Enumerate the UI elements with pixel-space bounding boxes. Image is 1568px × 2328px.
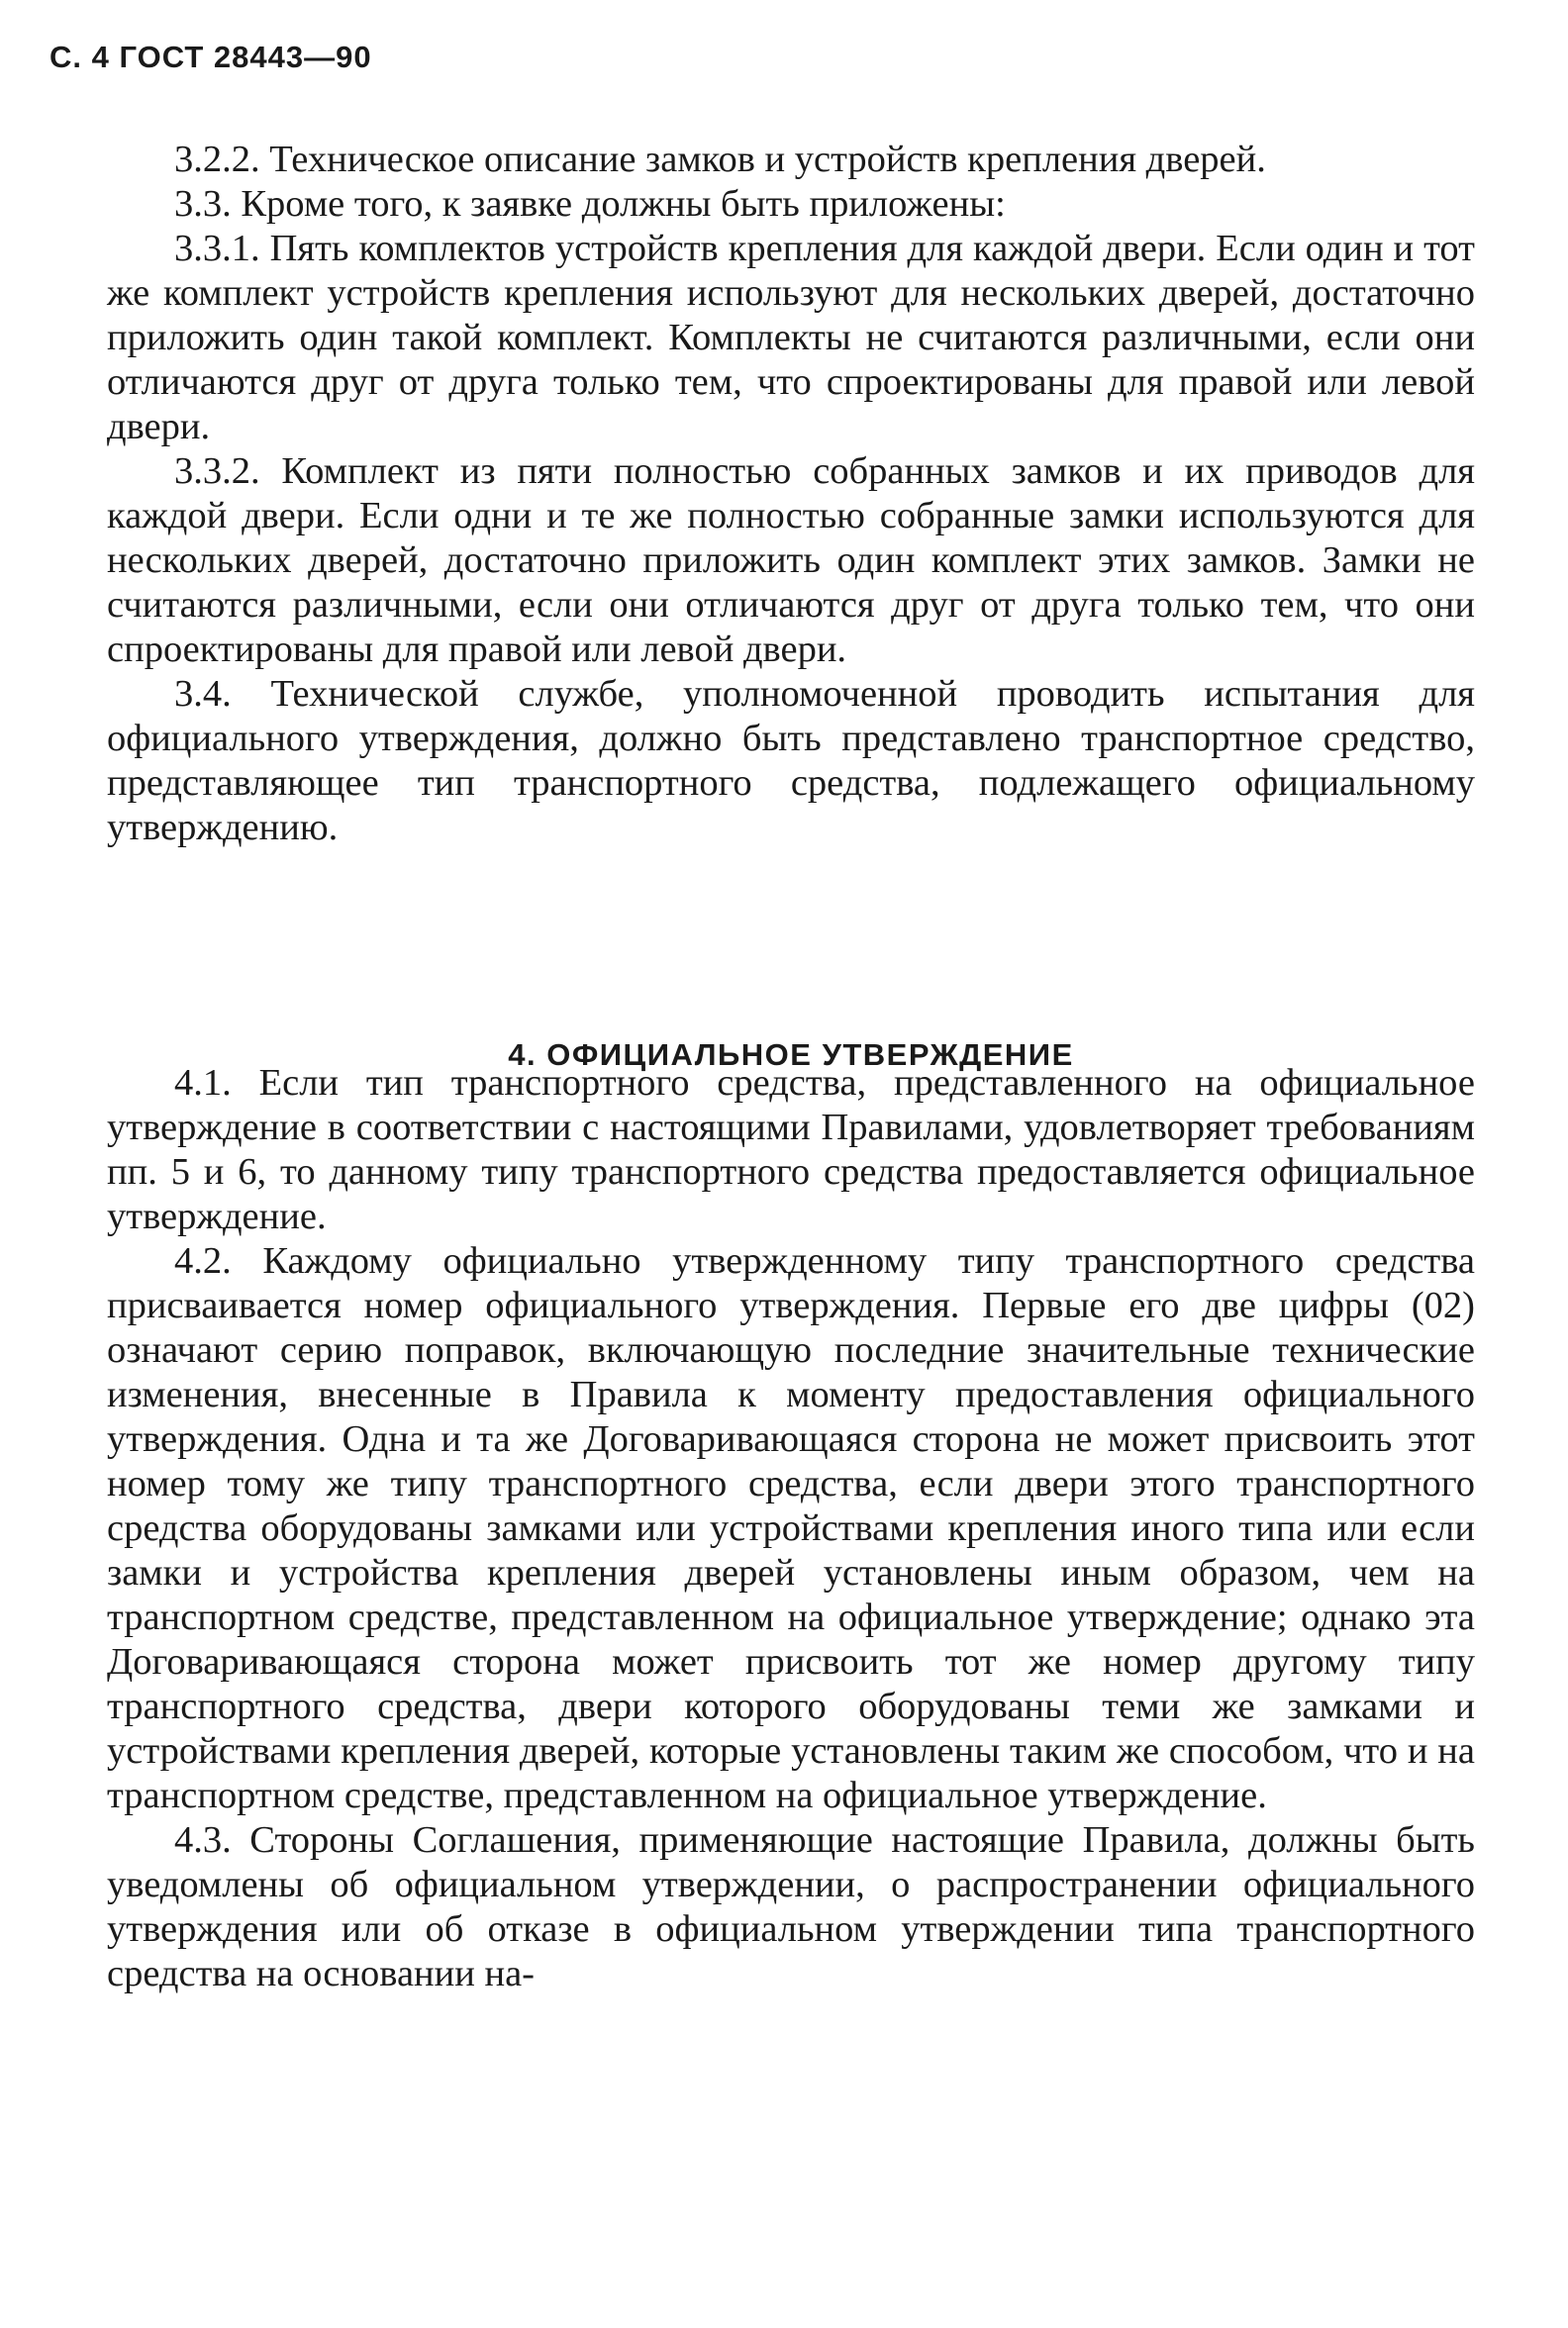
section-4-text [107,1061,1475,1996]
paragraph-4-1: 4.1. Если тип транспортного средства, представленного на официальное утверждение в соответствии с настоящими Правилами, удовлетворяет требованиям пп. 5 и 6, то данному типу транспортного средства предоставляется официальное утверждение. [107,1062,1475,1237]
paragraph-3-3-2: 3.3.2. Комплект из пяти полностью собранных замков и их приводов для каждой двери. Если одни и те же полностью собранные замки используются для нескольких дверей, достаточно приложить один комплект этих замков. Замки не считаются различными, если они отличаются друг от друга только тем, что они спроектированы для правой или левой двери. [107,450,1475,670]
paragraph-3-4: 3.4. Технической службе, уполномоченной проводить испытания для официального утверждения, должно быть представлено транспортное средство, представляющее тип транспортного средства, подлежащего официальному утверждению. [107,673,1475,848]
section-4-heading: 4. ОФИЦИАЛЬНОЕ УТВЕРЖДЕНИЕ [508,1037,1074,1072]
paragraph-4-3: 4.3. Стороны Соглашения, применяющие настоящие Правила, должны быть уведомлены об официальном утверждении, о распространении официального утверждения или об отказе в официальном утверждении типа транспортного средства на основании на- [107,1819,1475,1994]
paragraph-4-2: 4.2. Каждому официально утвержденному типу транспортного средства присваивается номер официального утверждения. Первые его две цифры (02) означают серию поправок, включающую последние значительные технические изменения, внесенные в Правила к моменту предоставления официального утверждения. Одна и та же Договаривающаяся сторона не может присвоить этот номер тому же типу транспортного средства, если двери этого транспортного средства оборудованы замками или устройствами крепления иного типа или если замки и устройства крепления дверей установлены иным образом, чем на транспортном средстве, представленном на официальное утверждение; однако эта Договаривающаяся сторона может присвоить тот же номер другому типу транспортного средства, двери которого оборудованы теми же замками и устройствами крепления дверей, которые установлены таким же способом, что и на транспортном средстве, представленном на официальное утверждение. [107,1240,1475,1816]
section-3-text [107,138,1475,850]
paragraph-3-3-1: 3.3.1. Пять комплектов устройств крепления для каждой двери. Если один и тот же комплект устройств крепления используют для нескольких дверей, достаточно приложить один такой комплект. Комплекты не считаются различными, если они отличаются друг от друга только тем, что спроектированы для правой или левой двери. [107,228,1475,447]
running-header: С. 4 ГОСТ 28443—90 [49,40,372,74]
paragraph-3-3: 3.3. Кроме того, к заявке должны быть приложены: [174,183,1006,225]
paragraph-3-2-2: 3.2.2. Техническое описание замков и устройств крепления дверей. [174,139,1266,180]
